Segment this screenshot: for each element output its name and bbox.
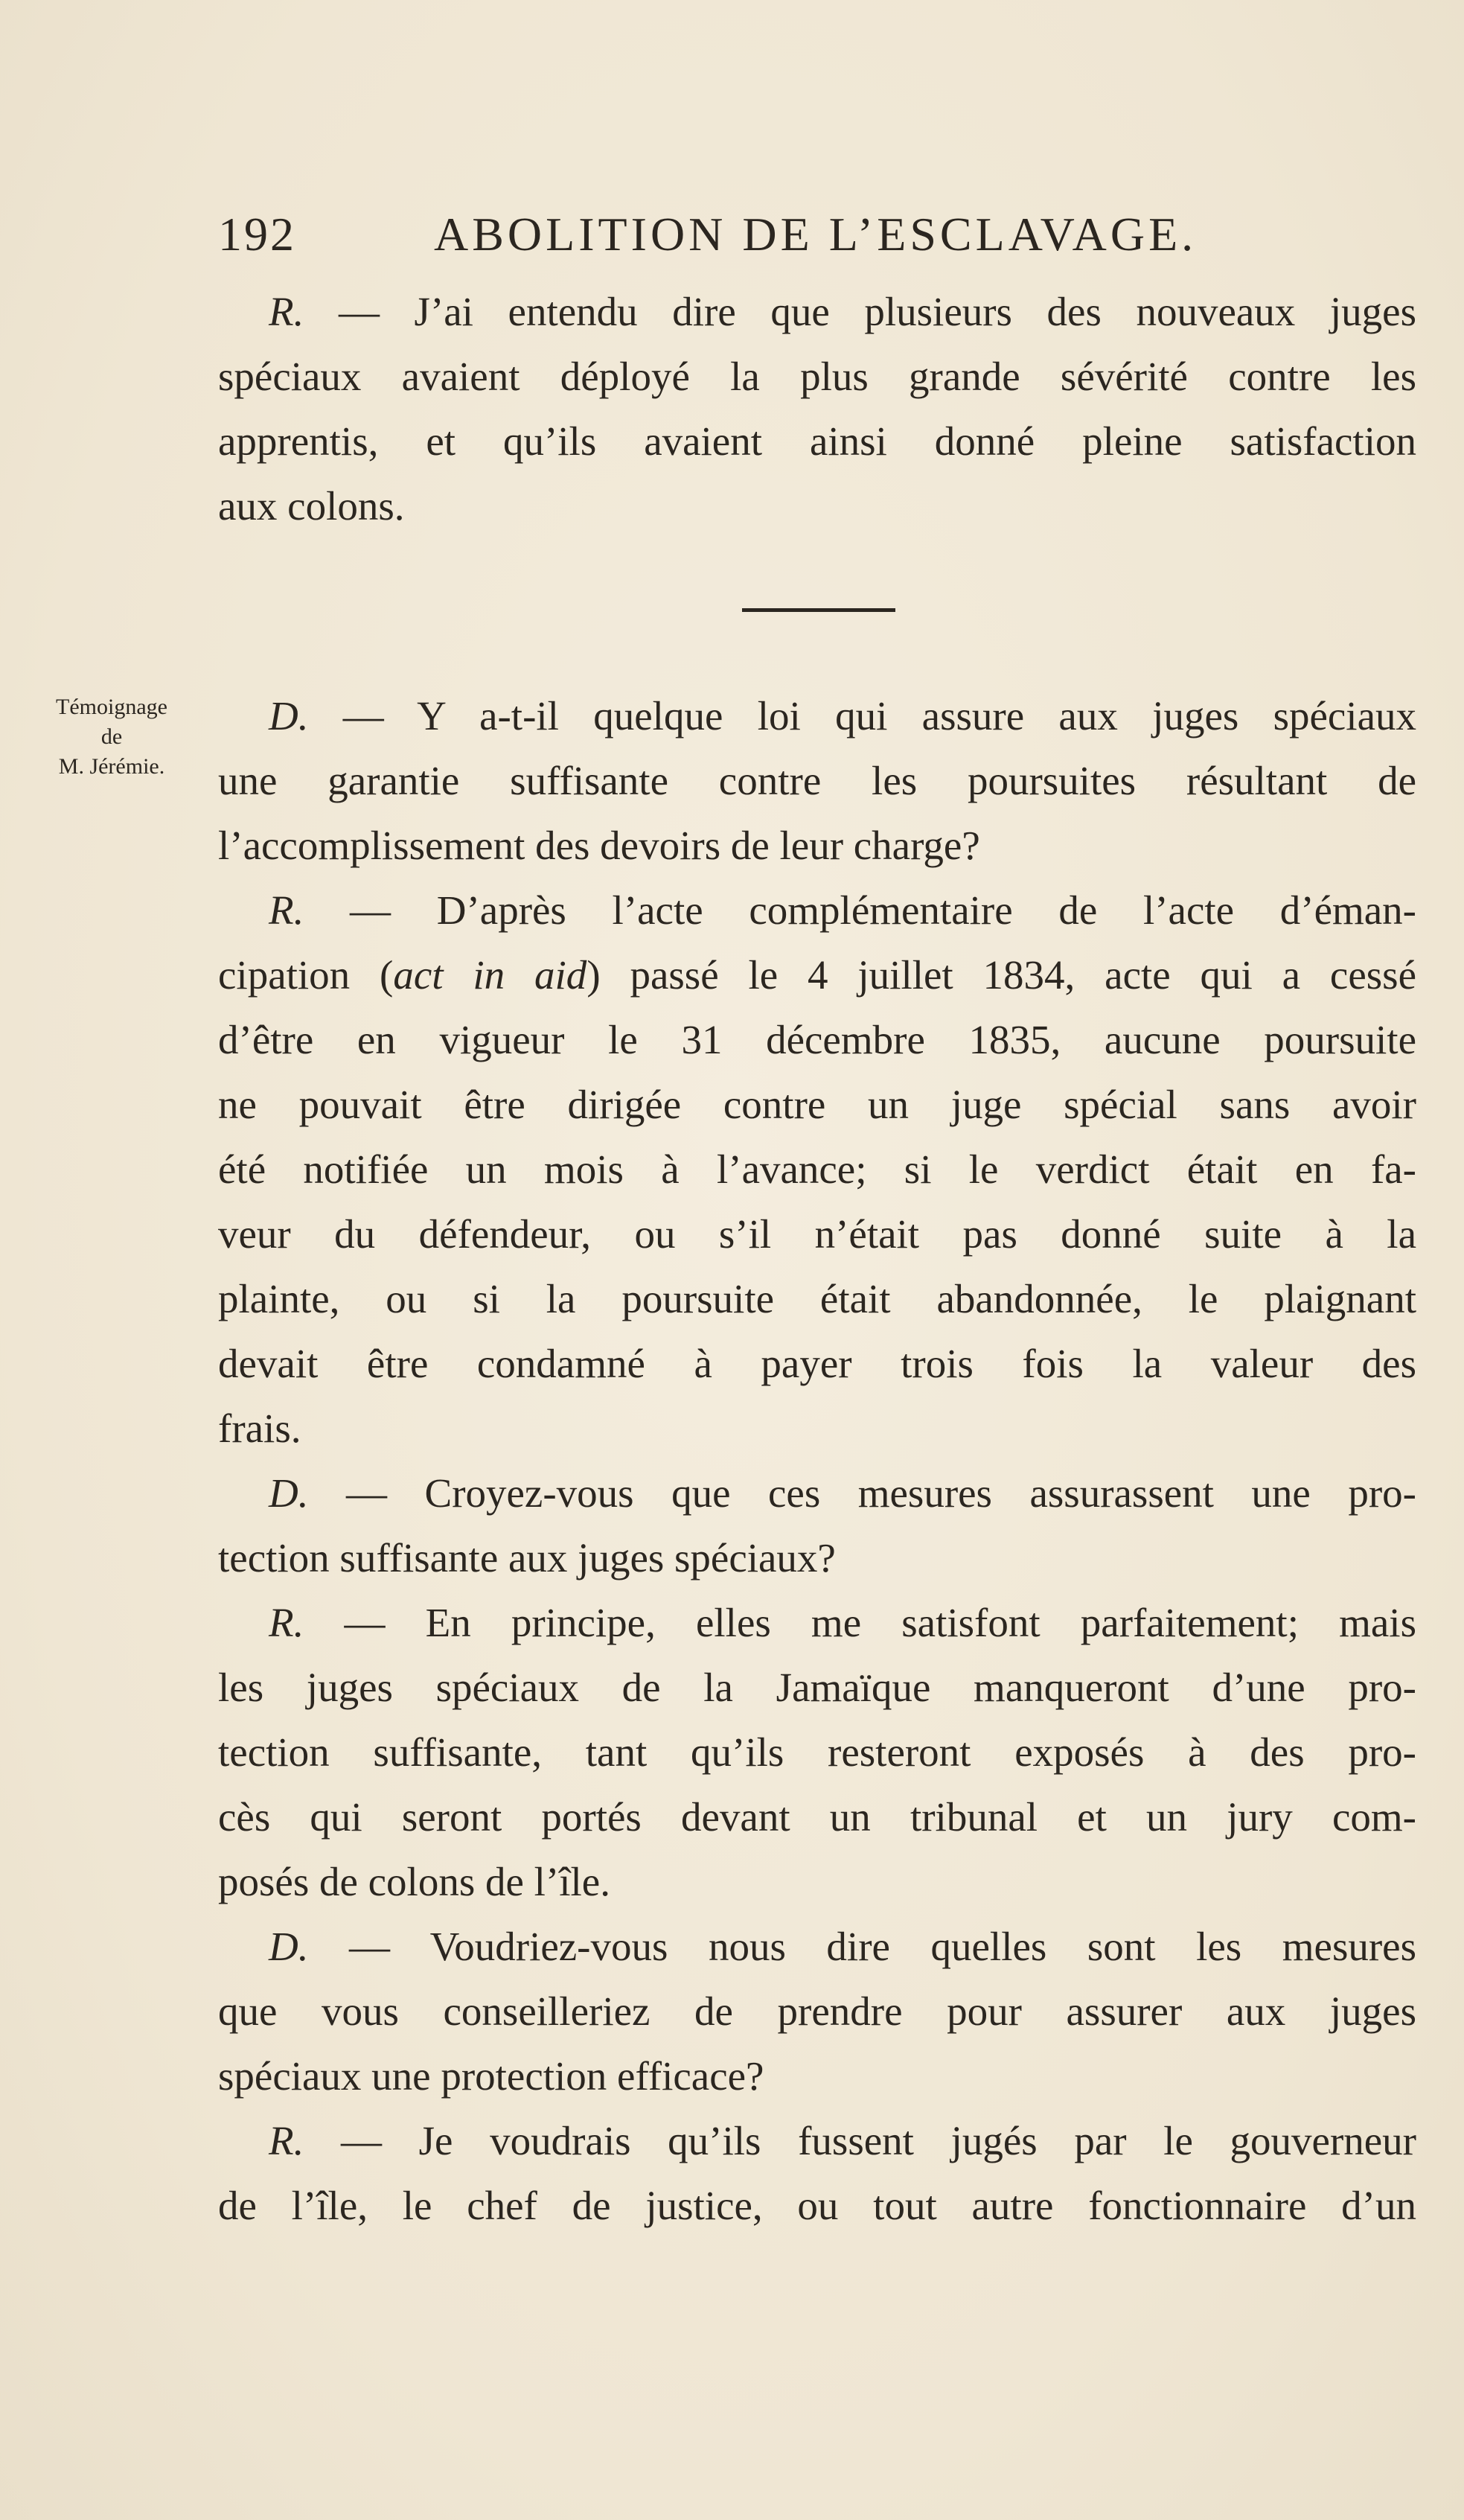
speaker-label: D.	[269, 1924, 309, 1969]
text-line: tection suffisante aux juges spéciaux?	[218, 1535, 836, 1580]
text-line: cipation (act in aid) passé le 4 juillet 1834, acte qui a cessé	[218, 952, 1416, 998]
margin-note-line: Témoignage	[56, 695, 167, 719]
text-line: ne pouvait être dirigée contre un juge spécial sans avoir	[218, 1082, 1416, 1127]
speaker-label: R.	[269, 887, 304, 933]
running-title: ABOLITION DE L’ESCLAVAGE.	[434, 208, 1198, 261]
speaker-label: R.	[269, 2118, 304, 2163]
text-line: spéciaux avaient déployé la plus grande sévérité contre les	[218, 354, 1416, 399]
text-line: de l’île, le chef de justice, ou tout autre fonctionnaire d’un	[218, 2183, 1416, 2228]
text-line: D. — Y a-t-il quelque loi qui assure aux juges spéciaux	[269, 693, 1416, 739]
speaker-label: R.	[269, 289, 304, 334]
page-number: 192	[218, 208, 296, 261]
text-line: R. — En principe, elles me satisfont parfaitement; mais	[269, 1600, 1416, 1645]
text-line: d’être en vigueur le 31 décembre 1835, aucune poursuite	[218, 1017, 1416, 1062]
text-line: cès qui seront portés devant un tribunal et un jury com-	[218, 1794, 1416, 1840]
answer-paragraph-2	[218, 878, 1416, 1461]
text-line: R. — D’après l’acte complémentaire de l’acte d’éman-	[269, 887, 1416, 933]
text-line: D. — Croyez-vous que ces mesures assurassent une pro-	[269, 1470, 1416, 1516]
text-line: que vous conseilleriez de prendre pour assurer aux juges	[218, 1988, 1416, 2034]
text-line: devait être condamné à payer trois fois la valeur des	[218, 1341, 1416, 1386]
answer-paragraph-1	[218, 279, 1416, 538]
question-paragraph-1	[218, 683, 1416, 878]
running-header	[218, 207, 1416, 267]
text-line: D. — Voudriez-vous nous dire quelles sont les mesures	[269, 1924, 1416, 1969]
italic-term: act in aid	[393, 952, 587, 998]
speaker-label: D.	[269, 693, 309, 739]
margin-note-line: M. Jérémie.	[58, 754, 165, 779]
question-paragraph-3	[218, 1914, 1416, 2108]
text-line: R. — Je voudrais qu’ils fussent jugés par le gouverneur	[269, 2118, 1416, 2163]
text-line: posés de colons de l’île.	[218, 1859, 610, 1904]
text-line: R. — J’ai entendu dire que plusieurs des nouveaux juges	[269, 289, 1416, 334]
text-line: veur du défendeur, ou s’il n’était pas donné suite à la	[218, 1211, 1416, 1257]
text-line: une garantie suffisante contre les poursuites résultant de	[218, 758, 1416, 803]
text-line: aux colons.	[218, 483, 405, 529]
section-divider	[742, 608, 895, 612]
question-paragraph-2	[218, 1461, 1416, 1590]
answer-paragraph-3	[218, 1590, 1416, 1914]
speaker-label: R.	[269, 1600, 304, 1645]
text-line: été notifiée un mois à l’avance; si le verdict était en fa-	[218, 1146, 1416, 1192]
text-line: frais.	[218, 1406, 301, 1451]
speaker-label: D.	[269, 1470, 309, 1516]
text-line: l’accomplissement des devoirs de leur charge?	[218, 823, 980, 868]
text-line: tection suffisante, tant qu’ils resteront exposés à des pro-	[218, 1729, 1416, 1775]
text-line: spéciaux une protection efficace?	[218, 2053, 764, 2099]
text-line: apprentis, et qu’ils avaient ainsi donné pleine satisfaction	[218, 418, 1416, 464]
margin-note	[22, 692, 201, 782]
margin-note-line: de	[100, 724, 123, 749]
text-line: plainte, ou si la poursuite était abandonnée, le plaignant	[218, 1276, 1416, 1321]
answer-paragraph-4	[218, 2108, 1416, 2238]
text-line: les juges spéciaux de la Jamaïque manqueront d’une pro-	[218, 1665, 1416, 1710]
